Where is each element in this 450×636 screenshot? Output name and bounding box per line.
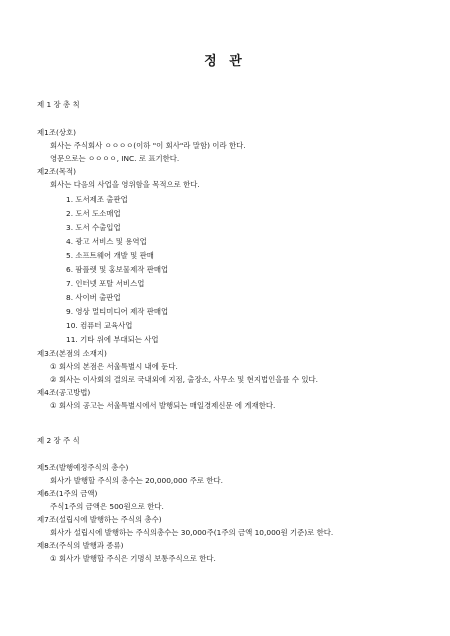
article-4-line-1: ① 회사의 공고는 서울특별시에서 발행되는 매일경제신문 에 게재한다. [50,401,276,410]
purpose-item: 2. 도서 도소매업 [66,209,121,218]
article-1-heading: 제1조(상호) [37,128,77,137]
article-1-line-2: 영문으로는 ㅇㅇㅇㅇ, INC. 로 표기한다. [50,154,180,163]
purpose-item: 5. 소프트웨어 개발 및 판매 [66,251,154,260]
document-title: 정 관 [204,54,246,69]
purpose-item: 8. 사이버 출판업 [66,293,121,302]
article-2-intro: 회사는 다음의 사업을 영위함을 목적으로 한다. [50,180,200,189]
chapter-1-heading: 제 1 장 총 칙 [37,100,80,109]
article-1-line-1: 회사는 주식회사 ㅇㅇㅇㅇ(이하 "이 회사"라 말함) 이라 한다. [50,141,246,150]
chapter-2-heading: 제 2 장 주 식 [37,436,80,445]
purpose-item: 10. 컴퓨터 교육사업 [66,321,133,330]
purpose-item: 4. 광고 서비스 및 용역업 [66,237,147,246]
article-8-line-1: ① 회사가 발행할 주식은 기명식 보통주식으로 한다. [50,554,216,563]
article-7-line-1: 회사가 설립시에 발행하는 주식의총수는 30,000주(1주의 금액 10,000원 기준)로 한다. [50,528,334,537]
article-3-line-2: ② 회사는 이사회의 결의로 국내외에 지점, 출장소, 사무소 및 현지법인을를 수 있다. [50,375,318,384]
article-3-heading: 제3조(본점의 소재지) [37,349,107,358]
purpose-item: 3. 도서 수출입업 [66,223,121,232]
purpose-item: 6. 팜플렛 및 홍보물제작 판매업 [66,265,169,274]
article-6-line-1: 주식1주의 금액은 500원으로 한다. [50,502,164,511]
article-4-heading: 제4조(공고방법) [37,388,91,397]
purpose-item: 7. 인터넷 포탈 서비스업 [66,279,145,288]
article-5-heading: 제5조(발행예정주식의 총수) [37,463,129,472]
article-5-line-1: 회사가 발행할 주식의 총수는 20,000,000 주로 한다. [50,476,223,485]
article-7-heading: 제7조(설립시에 발행하는 주식의 총수) [37,515,162,524]
article-8-heading: 제8조(주식의 발행과 종류) [37,541,124,550]
purpose-item: 1. 도서제조 출판업 [66,195,128,204]
article-6-heading: 제6조(1주의 금액) [37,489,98,498]
purpose-item: 11. 기타 위에 부대되는 사업 [66,335,159,344]
purpose-item: 9. 영상 멀티미디어 제작 판매업 [66,307,169,316]
article-3-line-1: ① 회사의 본점은 서울특별시 내에 둔다. [50,362,178,371]
article-2-heading: 제2조(목적) [37,167,77,176]
